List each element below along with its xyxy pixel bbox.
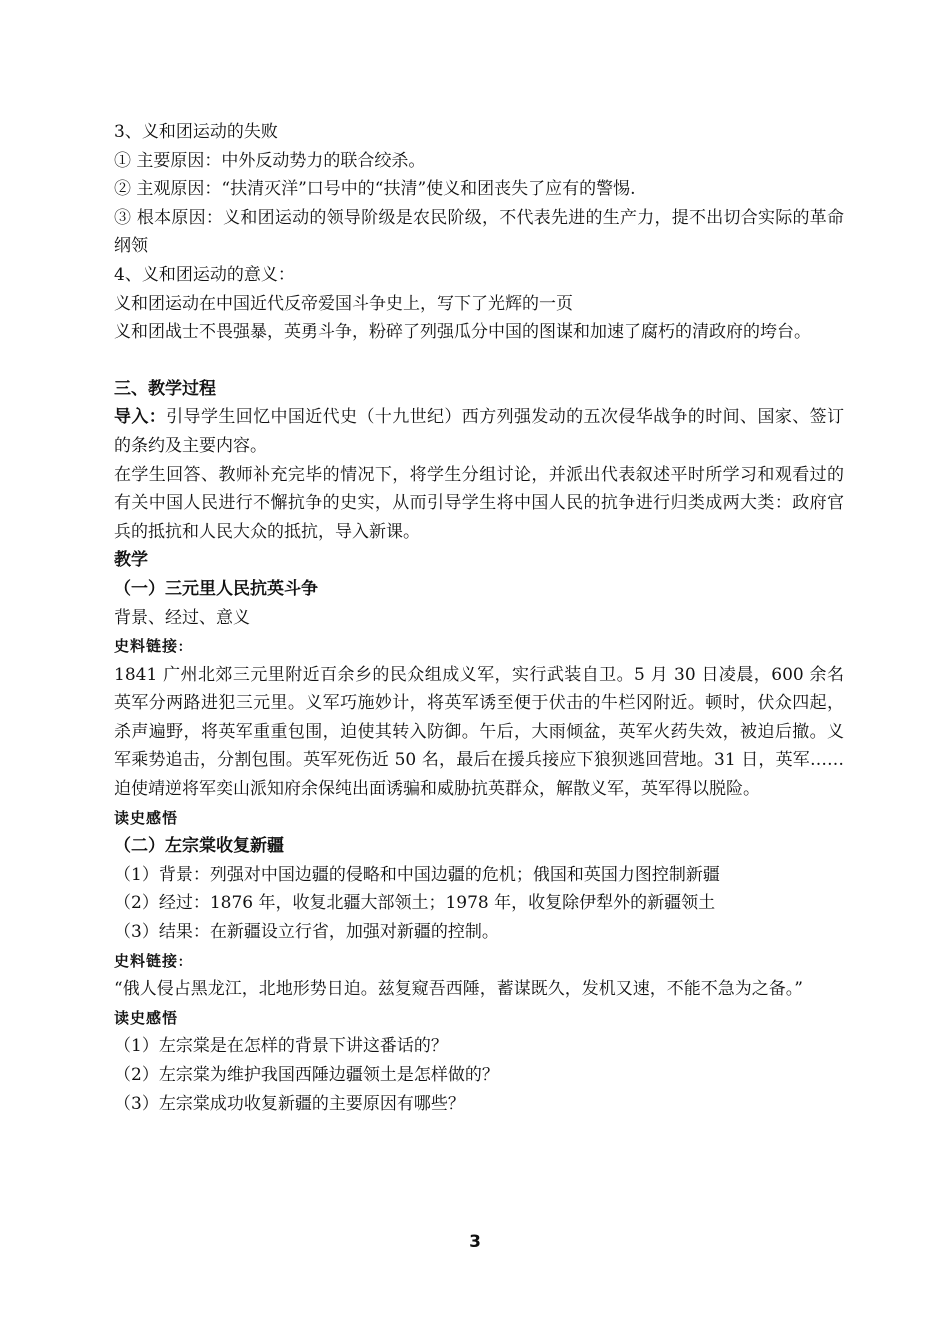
intro-discussion-paragraph: 在学生回答、教师补充完毕的情况下，将学生分组讨论，并派出代表叙述平时所学习和观看过的有关中国人民进行不懈抗争的史实，从而引导学生将中国人民的抗争进行归类成两大类：政府官兵的抵抗和人民大众的抵抗，导入新课。 (114, 464, 844, 542)
part2-quote: “俄人侵占黑龙江，北地形势日迫。兹复窥吾西陲，蓄谋既久，发机又速，不能不急为之备。” (114, 979, 803, 1000)
part2-source-link-label: 史料链接 (114, 951, 179, 970)
part1-reflection-label: 读史感悟 (114, 808, 179, 827)
part2-source-link-line (114, 947, 844, 976)
failure-reason-2: ② 主观原因：“扶清灭洋”口号中的“扶清”使义和团丧失了应有的警惕. (114, 179, 636, 200)
failure-reason-3: ③ 根本原因：义和团运动的领导阶级是农民阶级，不代表先进的生产力，提不出切合实际的革命纲领 (114, 207, 844, 257)
meaning-heading: 4、义和团运动的意义： (114, 264, 295, 285)
part1-source-link-line (114, 632, 844, 661)
meaning-line-1: 义和团运动在中国近代反帝爱国斗争史上，写下了光辉的一页 (114, 293, 573, 314)
intro-paragraph (114, 403, 844, 460)
part2-question-3: （3）左宗棠成功收复新疆的主要原因有哪些？ (114, 1093, 465, 1114)
failure-reason-1: ① 主要原因：中外反动势力的联合绞杀。 (114, 150, 426, 171)
part2-item-1: （1）背景：列强对中国边疆的侵略和中国边疆的危机；俄国和英国力图控制新疆 (114, 864, 720, 885)
part2-reflection-label: 读史感悟 (114, 1008, 179, 1027)
part1-source-link-colon: : (178, 636, 184, 657)
page-number: 3 (469, 1232, 481, 1252)
part2-question-1: （1）左宗棠是在怎样的背景下讲这番话的？ (114, 1036, 448, 1057)
spacer (114, 347, 844, 375)
part1-source-link-label: 史料链接 (114, 637, 179, 656)
section-heading-teaching-process: 三、教学过程 (114, 378, 216, 399)
teaching-label: 教学 (114, 550, 148, 571)
part1-subtitle: 背景、经过、意义 (114, 607, 250, 628)
part2-item-3: （3）结果：在新疆设立行省，加强对新疆的控制。 (114, 922, 499, 943)
part1-source-text: 1841 广州北郊三元里附近百余乡的民众组成义军，实行武装自卫。5 月 30 日凌晨，600 余名英军分两路进犯三元里。义军巧施妙计，将英军诱至便于伏击的牛栏冈附近。顿时，伏众四起，杀声遍野，将英军重重包围，迫使其转入防御。午后，大雨倾盆，英军火药失效，被迫后撤。义军乘势追击，分割包围。英军死伤近 50 名，最后在援兵接应下狼狈逃回营地。31 日，英军……迫使靖逆将军奕山派知府余保纯出面诱骗和威胁抗英群众，解散义军，英军得以脱险。 (114, 664, 844, 800)
part1-title: （一）三元里人民抗英斗争 (114, 578, 318, 599)
intro-text: 引导学生回忆中国近代史（十九世纪）西方列强发动的五次侵华战争的时间、国家、签订的条约及主要内容。 (114, 407, 844, 456)
part2-title: （二）左宗棠收复新疆 (114, 836, 284, 857)
part2-source-link-colon: : (178, 950, 184, 971)
meaning-line-2: 义和团战士不畏强暴，英勇斗争，粉碎了列强瓜分中国的图谋和加速了腐朽的清政府的垮台。 (114, 322, 811, 343)
intro-label: 导入： (114, 407, 167, 428)
part2-question-2: （2）左宗棠为维护我国西陲边疆领土是怎样做的？ (114, 1065, 499, 1085)
failure-heading: 3、义和团运动的失败 (114, 122, 278, 142)
part2-item-2: （2）经过：1876 年，收复北疆大部领土；1978 年，收复除伊犁外的新疆领土 (114, 893, 716, 914)
page-content (114, 118, 844, 1118)
